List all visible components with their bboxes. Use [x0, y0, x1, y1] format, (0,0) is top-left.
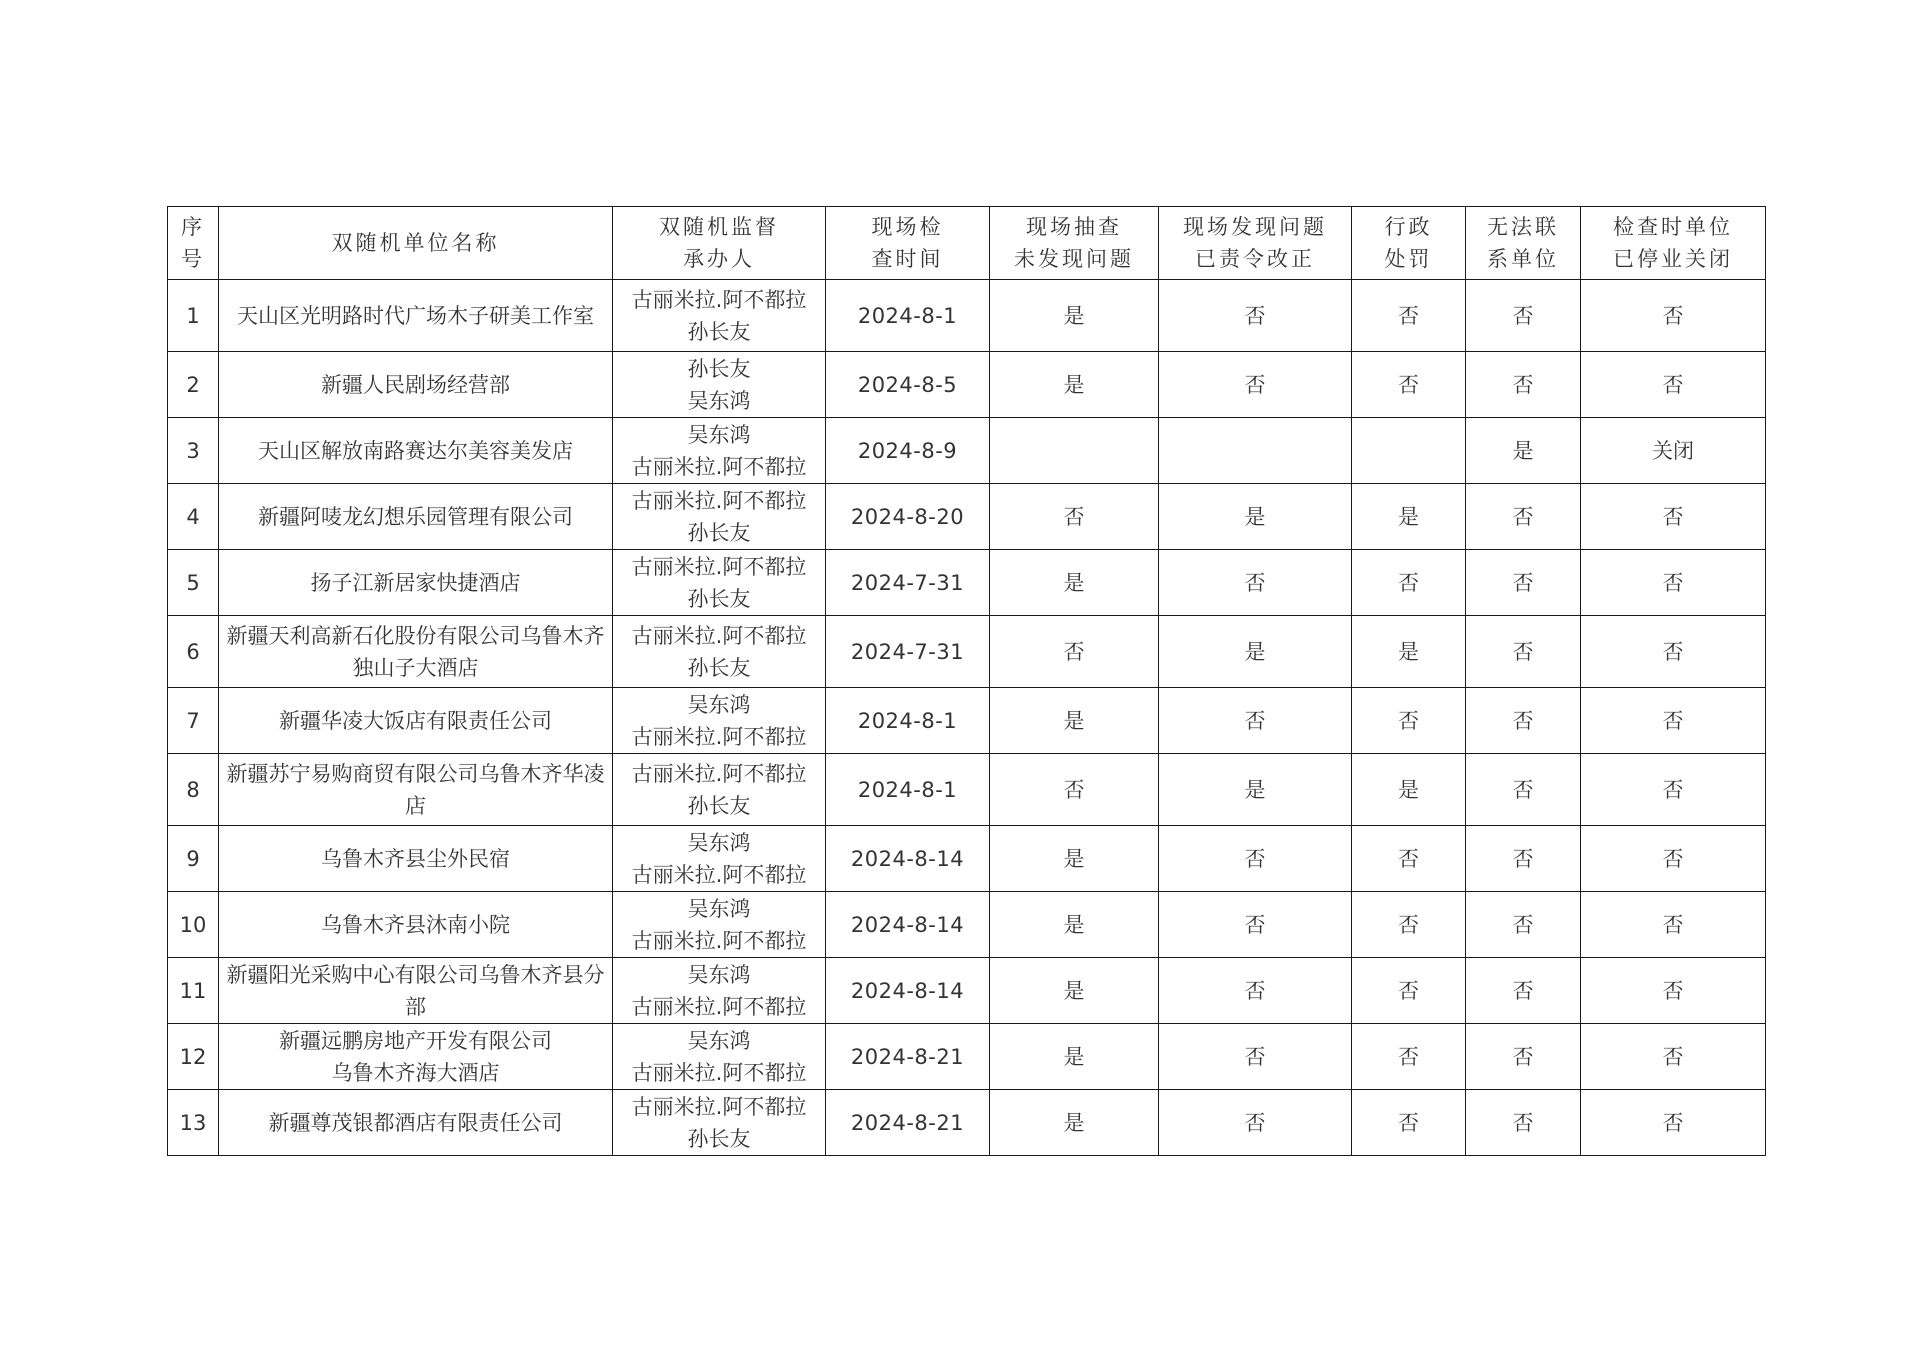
unit-name-cell: 乌鲁木齐县尘外民宿 [219, 826, 613, 892]
penalty-cell: 否 [1352, 352, 1466, 418]
unit-name-cell: 新疆阿唛龙幻想乐园管理有限公司 [219, 484, 613, 550]
closed-cell: 否 [1581, 280, 1766, 352]
corrected-cell: 否 [1159, 352, 1352, 418]
handler-name: 孙长友 [687, 356, 751, 381]
no-problem-cell: 是 [990, 958, 1159, 1024]
table-row [168, 484, 1766, 550]
header-inspection-date [826, 207, 990, 280]
header-text-line: 查时间 [871, 247, 944, 271]
table-row [168, 892, 1766, 958]
inspection-date-cell: 2024-7-31 [826, 550, 990, 616]
unreachable-cell: 否 [1466, 352, 1581, 418]
handler-cell [613, 826, 826, 892]
header-text-line: 已责令改正 [1195, 247, 1315, 271]
handler-name: 古丽米拉.阿不都拉 [631, 454, 807, 479]
unit-name-line: 新疆远鹏房地产开发有限公司 [279, 1028, 552, 1053]
handler-name: 孙长友 [687, 793, 751, 818]
corrected-cell: 否 [1159, 280, 1352, 352]
no-problem-cell: 是 [990, 688, 1159, 754]
no-problem-cell: 是 [990, 1090, 1159, 1156]
penalty-cell: 否 [1352, 892, 1466, 958]
unit-name-cell: 扬子江新居家快捷酒店 [219, 550, 613, 616]
header-no-problem [990, 207, 1159, 280]
inspection-date-cell: 2024-8-1 [826, 280, 990, 352]
unit-name-cell: 天山区光明路时代广场木子研美工作室 [219, 280, 613, 352]
header-unit-name [219, 207, 613, 280]
header-text-line: 双随机监督 [659, 215, 779, 239]
handler-cell [613, 892, 826, 958]
unit-name-cell: 新疆苏宁易购商贸有限公司乌鲁木齐华凌店 [219, 754, 613, 826]
serial-cell: 4 [168, 484, 219, 550]
corrected-cell: 否 [1159, 826, 1352, 892]
no-problem-cell: 是 [990, 826, 1159, 892]
handler-name: 孙长友 [687, 586, 751, 611]
unit-name-cell [219, 1024, 613, 1090]
closed-cell: 否 [1581, 892, 1766, 958]
corrected-cell: 否 [1159, 1024, 1352, 1090]
header-text-line: 承办人 [683, 247, 755, 271]
closed-cell: 否 [1581, 550, 1766, 616]
penalty-cell: 是 [1352, 484, 1466, 550]
inspection-date-cell: 2024-8-21 [826, 1024, 990, 1090]
inspection-date-cell: 2024-7-31 [826, 616, 990, 688]
table-row [168, 1090, 1766, 1156]
unit-name-cell: 新疆尊茂银都酒店有限责任公司 [219, 1090, 613, 1156]
inspection-table [167, 206, 1766, 1156]
handler-name: 古丽米拉.阿不都拉 [631, 1060, 807, 1085]
handler-name: 古丽米拉.阿不都拉 [631, 287, 807, 312]
table-row [168, 616, 1766, 688]
closed-cell: 否 [1581, 754, 1766, 826]
unit-name-cell: 新疆阳光采购中心有限公司乌鲁木齐县分部 [219, 958, 613, 1024]
handler-name: 吴东鸿 [687, 422, 751, 447]
serial-cell: 12 [168, 1024, 219, 1090]
header-penalty [1352, 207, 1466, 280]
table-row [168, 754, 1766, 826]
header-unreachable [1466, 207, 1581, 280]
serial-cell: 13 [168, 1090, 219, 1156]
serial-cell: 5 [168, 550, 219, 616]
serial-cell: 7 [168, 688, 219, 754]
no-problem-cell: 是 [990, 280, 1159, 352]
closed-cell: 关闭 [1581, 418, 1766, 484]
unreachable-cell: 否 [1466, 826, 1581, 892]
unit-name-cell: 新疆人民剧场经营部 [219, 352, 613, 418]
serial-cell: 8 [168, 754, 219, 826]
closed-cell: 否 [1581, 958, 1766, 1024]
penalty-cell: 是 [1352, 754, 1466, 826]
corrected-cell: 否 [1159, 958, 1352, 1024]
header-serial [168, 207, 219, 280]
handler-name: 古丽米拉.阿不都拉 [631, 623, 807, 648]
penalty-cell: 否 [1352, 688, 1466, 754]
table-row [168, 958, 1766, 1024]
inspection-date-cell: 2024-8-20 [826, 484, 990, 550]
handler-name: 吴东鸿 [687, 896, 751, 921]
handler-name: 吴东鸿 [687, 962, 751, 987]
no-problem-cell: 是 [990, 550, 1159, 616]
closed-cell: 否 [1581, 1090, 1766, 1156]
no-problem-cell: 是 [990, 892, 1159, 958]
no-problem-cell [990, 418, 1159, 484]
penalty-cell [1352, 418, 1466, 484]
corrected-cell [1159, 418, 1352, 484]
handler-name: 古丽米拉.阿不都拉 [631, 1094, 807, 1119]
serial-cell: 2 [168, 352, 219, 418]
serial-cell: 3 [168, 418, 219, 484]
header-text-line: 现场发现问题 [1183, 215, 1327, 239]
penalty-cell: 否 [1352, 550, 1466, 616]
table-row [168, 550, 1766, 616]
handler-name: 孙长友 [687, 319, 751, 344]
handler-cell [613, 1090, 826, 1156]
unit-name-cell: 新疆华凌大饭店有限责任公司 [219, 688, 613, 754]
no-problem-cell: 否 [990, 484, 1159, 550]
unreachable-cell: 否 [1466, 754, 1581, 826]
header-text-line: 现场检 [871, 215, 944, 239]
handler-name: 古丽米拉.阿不都拉 [631, 761, 807, 786]
table-row [168, 352, 1766, 418]
closed-cell: 否 [1581, 688, 1766, 754]
corrected-cell: 是 [1159, 484, 1352, 550]
header-text-line: 现场抽查 [1026, 215, 1122, 239]
handler-name: 孙长友 [687, 520, 751, 545]
unreachable-cell: 否 [1466, 688, 1581, 754]
unreachable-cell: 否 [1466, 484, 1581, 550]
handler-name: 古丽米拉.阿不都拉 [631, 488, 807, 513]
header-text-line: 双随机单位名称 [331, 231, 500, 255]
header-text-line: 未发现问题 [1014, 247, 1134, 271]
no-problem-cell: 是 [990, 352, 1159, 418]
inspection-date-cell: 2024-8-1 [826, 754, 990, 826]
inspection-date-cell: 2024-8-1 [826, 688, 990, 754]
header-row [168, 207, 1766, 280]
penalty-cell: 否 [1352, 1090, 1466, 1156]
header-text-line: 无法联 [1487, 215, 1559, 239]
penalty-cell: 否 [1352, 280, 1466, 352]
handler-cell [613, 418, 826, 484]
closed-cell: 否 [1581, 616, 1766, 688]
handler-name: 孙长友 [687, 1126, 751, 1151]
penalty-cell: 是 [1352, 616, 1466, 688]
unreachable-cell: 否 [1466, 1024, 1581, 1090]
unreachable-cell: 是 [1466, 418, 1581, 484]
handler-cell [613, 484, 826, 550]
unreachable-cell: 否 [1466, 550, 1581, 616]
handler-cell [613, 1024, 826, 1090]
unit-name-cell: 天山区解放南路赛达尔美容美发店 [219, 418, 613, 484]
header-handler [613, 207, 826, 280]
corrected-cell: 是 [1159, 754, 1352, 826]
corrected-cell: 否 [1159, 688, 1352, 754]
handler-cell [613, 754, 826, 826]
handler-name: 孙长友 [687, 655, 751, 680]
closed-cell: 否 [1581, 484, 1766, 550]
corrected-cell: 否 [1159, 550, 1352, 616]
header-text-line: 已停业关闭 [1613, 247, 1733, 271]
header-closed [1581, 207, 1766, 280]
header-text-line: 处罚 [1384, 247, 1433, 271]
handler-cell [613, 280, 826, 352]
handler-name: 吴东鸿 [687, 830, 751, 855]
handler-cell [613, 550, 826, 616]
header-text-line: 行政 [1384, 215, 1433, 239]
inspection-date-cell: 2024-8-14 [826, 958, 990, 1024]
unit-name-line: 乌鲁木齐海大酒店 [331, 1060, 500, 1085]
unreachable-cell: 否 [1466, 892, 1581, 958]
header-text-line: 检查时单位 [1613, 215, 1733, 239]
table-row [168, 418, 1766, 484]
no-problem-cell: 是 [990, 1024, 1159, 1090]
table-row [168, 826, 1766, 892]
inspection-date-cell: 2024-8-21 [826, 1090, 990, 1156]
corrected-cell: 否 [1159, 1090, 1352, 1156]
closed-cell: 否 [1581, 352, 1766, 418]
table-row [168, 1024, 1766, 1090]
table-row [168, 280, 1766, 352]
header-corrected [1159, 207, 1352, 280]
header-text-line: 序 [181, 215, 205, 239]
unreachable-cell: 否 [1466, 1090, 1581, 1156]
unreachable-cell: 否 [1466, 280, 1581, 352]
serial-cell: 11 [168, 958, 219, 1024]
handler-name: 古丽米拉.阿不都拉 [631, 994, 807, 1019]
unreachable-cell: 否 [1466, 958, 1581, 1024]
unit-name-cell: 新疆天利高新石化股份有限公司乌鲁木齐独山子大酒店 [219, 616, 613, 688]
penalty-cell: 否 [1352, 958, 1466, 1024]
corrected-cell: 是 [1159, 616, 1352, 688]
handler-name: 古丽米拉.阿不都拉 [631, 928, 807, 953]
handler-name: 吴东鸿 [687, 1028, 751, 1053]
inspection-date-cell: 2024-8-14 [826, 892, 990, 958]
serial-cell: 1 [168, 280, 219, 352]
table-header [168, 207, 1766, 280]
closed-cell: 否 [1581, 826, 1766, 892]
unreachable-cell: 否 [1466, 616, 1581, 688]
handler-cell [613, 616, 826, 688]
header-text-line: 系单位 [1487, 247, 1559, 271]
handler-name: 古丽米拉.阿不都拉 [631, 724, 807, 749]
handler-name: 吴东鸿 [687, 692, 751, 717]
inspection-date-cell: 2024-8-9 [826, 418, 990, 484]
handler-cell [613, 688, 826, 754]
serial-cell: 9 [168, 826, 219, 892]
inspection-date-cell: 2024-8-5 [826, 352, 990, 418]
serial-cell: 10 [168, 892, 219, 958]
handler-name: 吴东鸿 [687, 388, 751, 413]
unit-name-cell: 乌鲁木齐县沐南小院 [219, 892, 613, 958]
penalty-cell: 否 [1352, 826, 1466, 892]
table-row [168, 688, 1766, 754]
handler-cell [613, 352, 826, 418]
no-problem-cell: 否 [990, 754, 1159, 826]
penalty-cell: 否 [1352, 1024, 1466, 1090]
closed-cell: 否 [1581, 1024, 1766, 1090]
inspection-date-cell: 2024-8-14 [826, 826, 990, 892]
no-problem-cell: 否 [990, 616, 1159, 688]
serial-cell: 6 [168, 616, 219, 688]
corrected-cell: 否 [1159, 892, 1352, 958]
header-text-line: 号 [181, 247, 205, 271]
handler-cell [613, 958, 826, 1024]
handler-name: 古丽米拉.阿不都拉 [631, 554, 807, 579]
handler-name: 古丽米拉.阿不都拉 [631, 862, 807, 887]
table-body [168, 280, 1766, 1156]
